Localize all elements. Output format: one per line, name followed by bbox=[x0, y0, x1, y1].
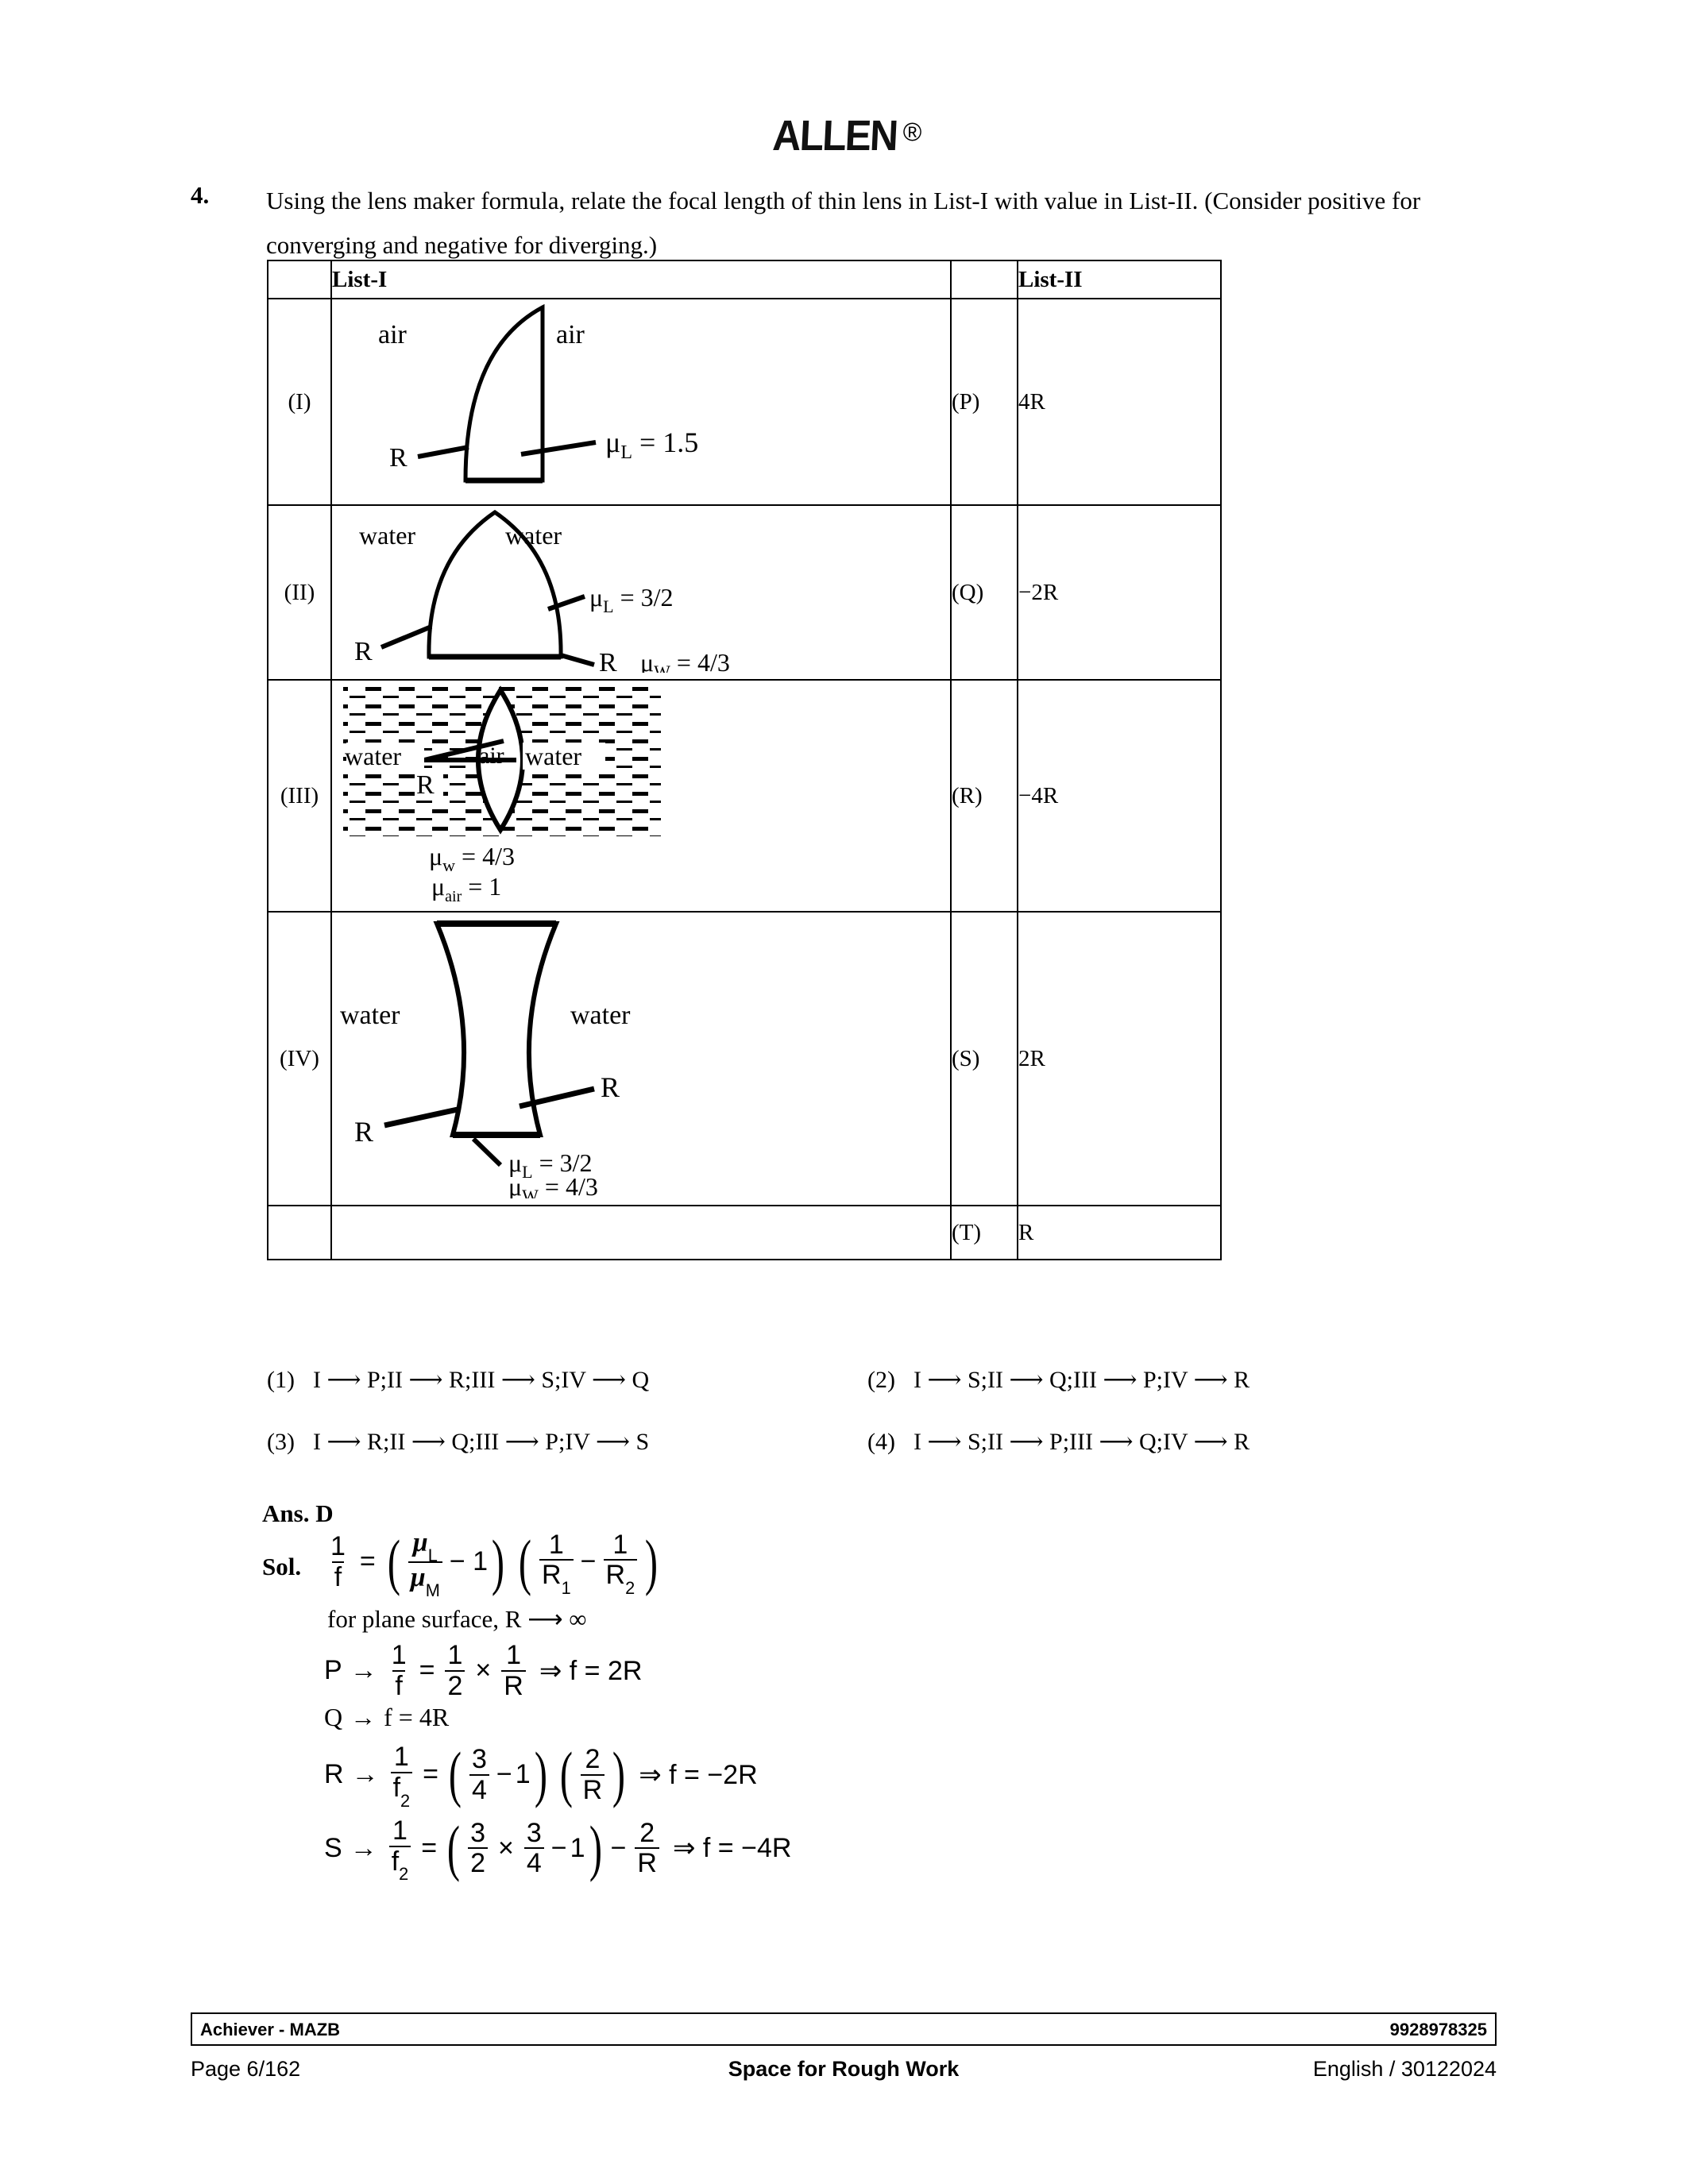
mu-lens bbox=[411, 1528, 440, 1565]
list-ii-value-q: −2R bbox=[1018, 505, 1221, 680]
equals-sign: = bbox=[359, 1546, 376, 1577]
left-medium-label: water bbox=[340, 1001, 400, 1030]
index-label: $\mu_L = 1.5$ bbox=[605, 426, 699, 463]
s-close-paren: ) bbox=[589, 1812, 602, 1882]
p-times: × bbox=[475, 1655, 492, 1686]
option-4-text: I ⟶ S;II ⟶ P;III ⟶ Q;IV ⟶ R bbox=[914, 1429, 1250, 1455]
r1-denominator bbox=[539, 1559, 574, 1599]
tag-s: S bbox=[324, 1832, 342, 1863]
open-paren-2: ( bbox=[518, 1526, 532, 1596]
s-equals: = bbox=[421, 1832, 438, 1863]
table-header-row bbox=[268, 260, 1221, 299]
footer-language-date: English / 30122024 bbox=[1312, 2057, 1497, 2081]
p-one-over-two bbox=[445, 1639, 465, 1701]
tag-r: R bbox=[324, 1759, 344, 1790]
s-minus-outer: − bbox=[610, 1832, 627, 1863]
plano-convex-lens-svg bbox=[332, 299, 952, 498]
radius-right-label: R bbox=[601, 1071, 620, 1103]
mu-ratio bbox=[408, 1528, 442, 1600]
option-3-label: (3) bbox=[267, 1429, 295, 1455]
radius-right-leader-line bbox=[561, 655, 594, 665]
p-result: ⇒ f = 2R bbox=[539, 1655, 643, 1686]
r-34-den: 4 bbox=[469, 1774, 489, 1804]
plano-convex-lens-diagram bbox=[332, 299, 950, 504]
open-paren-1: ( bbox=[387, 1526, 400, 1596]
solution-line-s bbox=[324, 1812, 792, 1885]
header-blank-left bbox=[268, 260, 331, 299]
option-4[interactable] bbox=[867, 1428, 1250, 1456]
list-ii-key-q: (Q) bbox=[951, 505, 1018, 680]
solution-body bbox=[324, 1526, 792, 1885]
diagram-cell-ii bbox=[331, 505, 951, 680]
lhs-numerator: 1 bbox=[330, 1531, 346, 1562]
list-ii-key-p: (P) bbox=[951, 299, 1018, 505]
r-result: ⇒ f = −2R bbox=[639, 1759, 758, 1790]
list-ii-value-t: R bbox=[1018, 1206, 1221, 1260]
radius-left-leader-line bbox=[384, 1109, 458, 1125]
p-one-over-f bbox=[389, 1639, 409, 1701]
table-row bbox=[268, 505, 1221, 680]
arrow-p: → bbox=[350, 1655, 377, 1686]
footer-page-number: Page 6/162 bbox=[191, 2057, 301, 2081]
radius-label: R bbox=[389, 443, 408, 473]
solution-line-q bbox=[324, 1703, 791, 1732]
radius-leader-line bbox=[418, 447, 469, 457]
mu-symbol-top: μ bbox=[412, 1528, 428, 1557]
lens-medium-label: air bbox=[479, 743, 504, 769]
left-medium-label: water bbox=[359, 521, 416, 550]
one-over-r1 bbox=[539, 1529, 574, 1599]
r-open-paren-1: ( bbox=[448, 1739, 462, 1809]
p-equals: = bbox=[419, 1655, 435, 1686]
diagram-cell-i bbox=[331, 299, 951, 505]
option-2-label: (2) bbox=[867, 1367, 895, 1393]
s-34-num: 3 bbox=[526, 1817, 542, 1848]
r-2R-den: R bbox=[581, 1774, 605, 1804]
registered-mark-icon: ® bbox=[902, 117, 922, 146]
r1-base: R bbox=[542, 1560, 562, 1591]
r-equals: = bbox=[423, 1759, 438, 1790]
r-one-over-f2 bbox=[391, 1742, 413, 1811]
radius-left-label: R bbox=[354, 1116, 374, 1148]
option-2[interactable] bbox=[867, 1366, 1250, 1394]
diagram-cell-iv bbox=[331, 912, 951, 1206]
allen-logo-text: ALLEN bbox=[771, 112, 898, 160]
footer-batch-code: Achiever - MAZB bbox=[200, 2020, 341, 2039]
r-f-base: f bbox=[392, 1772, 401, 1803]
q-result: f = 4R bbox=[384, 1703, 450, 1732]
r-minus: − bbox=[496, 1759, 512, 1790]
s-2R-num: 2 bbox=[639, 1817, 655, 1848]
index-leader-line bbox=[473, 1139, 500, 1165]
mu-sub-top: L bbox=[427, 1545, 438, 1565]
lens-maker-formula bbox=[324, 1526, 791, 1600]
close-paren-1: ) bbox=[491, 1526, 505, 1596]
mu-symbol-bottom: μ bbox=[410, 1562, 426, 1592]
r-close-paren-2: ) bbox=[612, 1739, 626, 1809]
header-list-ii: List-II bbox=[1018, 260, 1221, 299]
index-lens-label: $\mu_L = 3/2$ bbox=[589, 583, 674, 616]
arrow-q: → bbox=[350, 1703, 377, 1732]
r2-numerator: 1 bbox=[612, 1529, 628, 1560]
p-num: 1 bbox=[391, 1639, 407, 1670]
s-minus-inner: − bbox=[550, 1832, 567, 1863]
minus-sign-radii: − bbox=[580, 1546, 597, 1577]
index-medium-label: $\mu_W = 4/3$ bbox=[640, 648, 730, 673]
r-open-paren-2: ( bbox=[559, 1739, 573, 1809]
radius-right-label: R bbox=[599, 648, 617, 673]
index-air-label: $\mu_{air} = 1$ bbox=[431, 872, 502, 905]
s-times: × bbox=[498, 1832, 514, 1863]
table-row bbox=[268, 299, 1221, 505]
biconcave-lens-svg bbox=[332, 913, 952, 1198]
diagram-cell-empty bbox=[331, 1206, 951, 1260]
option-2-text: I ⟶ S;II ⟶ Q;III ⟶ P;IV ⟶ R bbox=[914, 1367, 1250, 1393]
matching-table bbox=[267, 260, 1222, 1260]
s-three-over-four bbox=[524, 1819, 544, 1877]
s-three-over-two bbox=[468, 1819, 488, 1877]
option-3[interactable] bbox=[267, 1428, 649, 1456]
answer-prefix: Ans. bbox=[262, 1499, 310, 1527]
r2-denominator bbox=[604, 1559, 638, 1599]
index-leader-line bbox=[521, 442, 596, 454]
radius-label: R bbox=[416, 770, 435, 800]
option-1[interactable] bbox=[267, 1366, 649, 1394]
index-lens-label: $\mu_L = 3/2$ bbox=[508, 1148, 593, 1182]
r-one: 1 bbox=[515, 1759, 531, 1790]
option-3-text: I ⟶ R;II ⟶ Q;III ⟶ P;IV ⟶ S bbox=[313, 1429, 650, 1455]
s-open-paren: ( bbox=[447, 1812, 461, 1882]
p-den: f bbox=[392, 1670, 404, 1700]
r-34-num: 3 bbox=[471, 1743, 487, 1774]
air-lens-in-water-diagram bbox=[332, 681, 950, 911]
footer-center-text: Space for Rough Work bbox=[728, 2057, 960, 2081]
biconcave-lens-water-diagram bbox=[332, 913, 950, 1205]
header-list-i: List-I bbox=[331, 260, 951, 299]
s-one: 1 bbox=[570, 1832, 585, 1863]
s-34-den: 4 bbox=[524, 1847, 544, 1877]
list-ii-key-t: (T) bbox=[951, 1206, 1018, 1260]
question-text: Using the lens maker formula, relate the focal length of thin lens in List-I with value in List-II. (Consider positive for converging and negative for diverging.) bbox=[266, 187, 1421, 259]
list-ii-value-r: −4R bbox=[1018, 680, 1221, 912]
header-blank-mid bbox=[951, 260, 1018, 299]
s-result: ⇒ f = −4R bbox=[672, 1833, 792, 1864]
air-lens-water-svg bbox=[332, 681, 952, 905]
answer-value: D bbox=[315, 1499, 334, 1527]
table-row bbox=[268, 912, 1221, 1206]
r1-sub: 1 bbox=[561, 1578, 571, 1599]
table-row bbox=[268, 680, 1221, 912]
left-medium-label: air bbox=[378, 320, 407, 349]
question-number: 4. bbox=[191, 181, 210, 209]
s-one-over-f2 bbox=[389, 1815, 411, 1885]
tag-q: Q bbox=[324, 1703, 343, 1732]
mu-sub-bottom: M bbox=[425, 1580, 440, 1600]
footer-row bbox=[191, 2057, 1497, 2089]
radius-left-label: R bbox=[354, 637, 373, 666]
solution-label: Sol. bbox=[262, 1553, 302, 1580]
right-medium-label: air bbox=[556, 320, 585, 349]
row-label-empty bbox=[268, 1206, 331, 1260]
arrow-s: → bbox=[350, 1832, 377, 1863]
r-2R-num: 2 bbox=[585, 1743, 601, 1774]
p-half-den: 2 bbox=[445, 1670, 465, 1700]
table-row bbox=[268, 1206, 1221, 1260]
biconvex-lens-water-diagram bbox=[332, 506, 950, 679]
s-f-base: f bbox=[391, 1846, 400, 1877]
tag-p: P bbox=[324, 1655, 342, 1686]
index-medium-label: $\mu_W = 4/3$ bbox=[508, 1172, 598, 1198]
row-label-i: (I) bbox=[268, 299, 331, 505]
right-medium-label: water bbox=[505, 521, 562, 550]
r1-numerator: 1 bbox=[548, 1529, 564, 1560]
r-f-sub: 2 bbox=[400, 1790, 411, 1811]
brand-header bbox=[0, 111, 1688, 160]
one-over-f bbox=[328, 1533, 348, 1591]
answer-line bbox=[262, 1499, 334, 1528]
list-ii-key-s: (S) bbox=[951, 912, 1018, 1206]
r2-sub: 2 bbox=[625, 1578, 635, 1599]
s-den bbox=[389, 1846, 411, 1885]
row-label-iii: (III) bbox=[268, 680, 331, 912]
s-f-sub: 2 bbox=[399, 1864, 409, 1885]
s-32-num: 3 bbox=[470, 1817, 486, 1848]
s-two-over-R bbox=[635, 1819, 659, 1877]
p-half-num: 1 bbox=[447, 1639, 463, 1670]
lhs-denominator: f bbox=[332, 1561, 344, 1592]
minus-one-term: − 1 bbox=[449, 1546, 489, 1577]
biconvex-lens-svg bbox=[332, 506, 952, 673]
arrow-r: → bbox=[351, 1759, 379, 1790]
r-den bbox=[391, 1772, 413, 1811]
row-label-iv: (IV) bbox=[268, 912, 331, 1206]
index-water-label: $\mu_w = 4/3$ bbox=[429, 842, 515, 875]
list-ii-value-p: 4R bbox=[1018, 299, 1221, 505]
mu-medium bbox=[408, 1561, 442, 1600]
p-r-den: R bbox=[501, 1670, 526, 1700]
footer-roll-number: 9928978325 bbox=[1389, 2020, 1487, 2039]
solution-line-p bbox=[324, 1639, 791, 1701]
plane-surface-note: for plane surface, R ⟶ ∞ bbox=[327, 1604, 587, 1633]
option-4-label: (4) bbox=[867, 1429, 895, 1455]
r-three-over-four bbox=[469, 1743, 489, 1805]
r-num: 1 bbox=[393, 1742, 409, 1773]
row-label-ii: (II) bbox=[268, 505, 331, 680]
left-medium-label: water bbox=[345, 742, 402, 770]
p-one-over-R bbox=[501, 1639, 526, 1701]
close-paren-2: ) bbox=[645, 1526, 659, 1596]
p-r-num: 1 bbox=[506, 1639, 521, 1670]
r2-base: R bbox=[605, 1560, 626, 1591]
r-two-over-R bbox=[581, 1743, 605, 1805]
radius-left-leader-line bbox=[381, 627, 431, 647]
right-medium-label: water bbox=[570, 1001, 631, 1030]
r-close-paren-1: ) bbox=[534, 1739, 547, 1809]
s-32-den: 2 bbox=[468, 1847, 488, 1877]
list-ii-key-r: (R) bbox=[951, 680, 1018, 912]
s-2R-den: R bbox=[635, 1847, 659, 1877]
footer-info-box bbox=[191, 2012, 1497, 2046]
option-1-text: I ⟶ P;II ⟶ R;III ⟶ S;IV ⟶ Q bbox=[313, 1367, 650, 1393]
right-medium-label: water bbox=[525, 742, 582, 770]
diagram-cell-iii bbox=[331, 680, 951, 912]
s-num: 1 bbox=[392, 1815, 408, 1846]
solution-line-r bbox=[324, 1739, 791, 1811]
one-over-r2 bbox=[604, 1529, 638, 1599]
list-ii-value-s: 2R bbox=[1018, 912, 1221, 1206]
option-1-label: (1) bbox=[267, 1367, 295, 1393]
